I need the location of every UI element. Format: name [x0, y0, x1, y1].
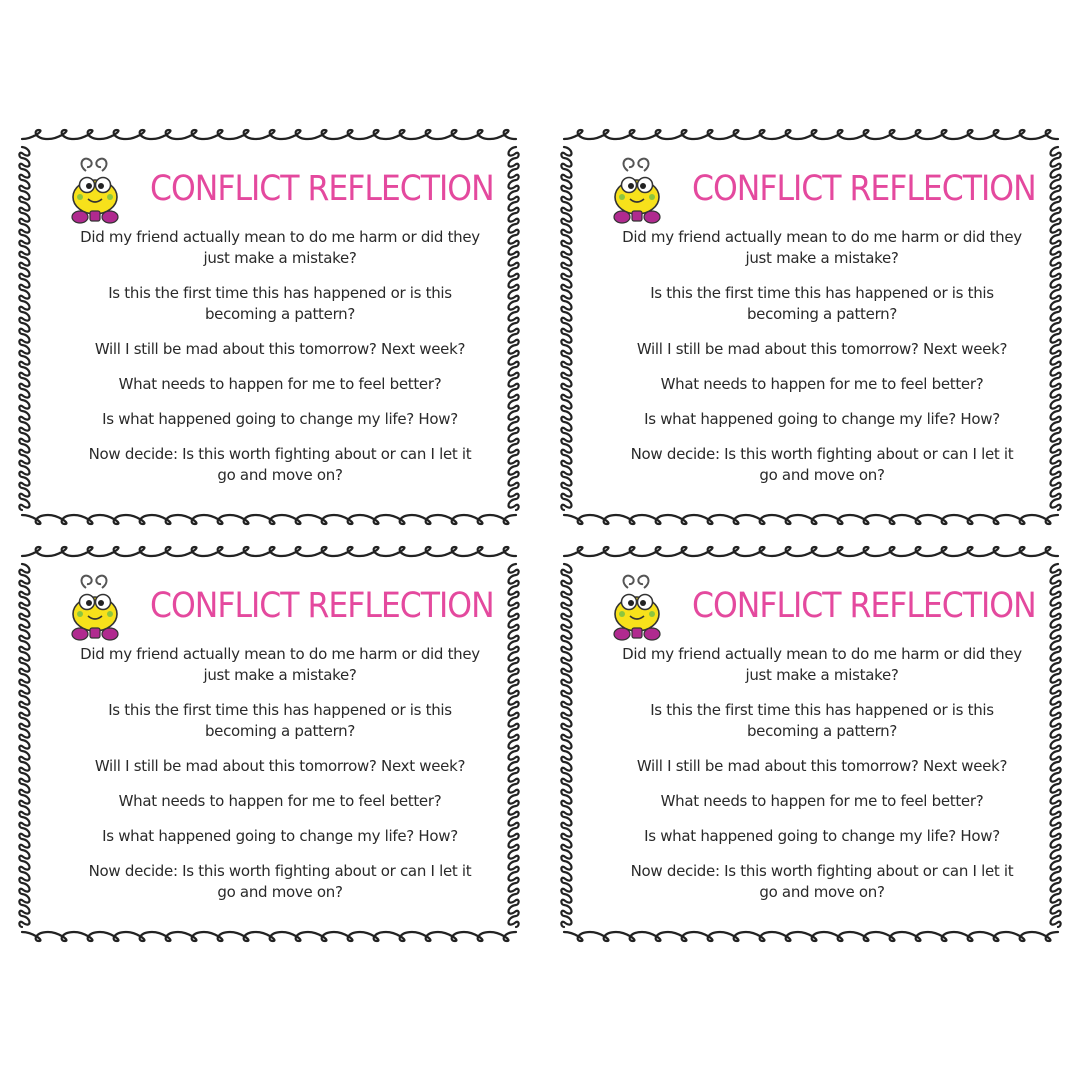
border-loops: [22, 515, 516, 524]
conflict-reflection-card: [10, 542, 530, 942]
question-line: just make a mistake?: [745, 666, 899, 684]
question-line: Is what happened going to change my life? How?: [644, 827, 1000, 845]
border-loops: [564, 932, 1058, 941]
reflection-question: [592, 756, 1052, 777]
question-line: What needs to happen for me to feel better?: [118, 792, 442, 810]
border-loops: [561, 564, 571, 927]
question-line: go and move on?: [217, 883, 343, 901]
question-line: Is this the first time this has happened or is this: [650, 284, 994, 302]
question-line: just make a mistake?: [203, 666, 357, 684]
border-loops: [1051, 147, 1061, 510]
question-line: What needs to happen for me to feel better?: [118, 375, 442, 393]
conflict-reflection-card: [10, 125, 530, 525]
question-line: go and move on?: [759, 883, 885, 901]
reflection-question: [50, 227, 510, 269]
reflection-question: [592, 409, 1052, 430]
card-title: CONFLICT REFLECTION: [692, 586, 1036, 626]
card-header: [50, 572, 510, 644]
question-line: Is what happened going to change my life? How?: [644, 410, 1000, 428]
reflection-question: [50, 409, 510, 430]
question-line: Will I still be mad about this tomorrow? Next week?: [636, 340, 1008, 358]
question-line: Did my friend actually mean to do me harm or did they: [622, 645, 1022, 663]
reflection-question: [50, 444, 510, 486]
question-line: go and move on?: [217, 466, 343, 484]
yellow-bug-icon: [66, 572, 124, 644]
reflection-question: [50, 339, 510, 360]
reflection-question: [592, 826, 1052, 847]
border-loops: [509, 147, 519, 510]
reflection-question: [50, 826, 510, 847]
border-loops: [564, 515, 1058, 524]
reflection-question: [592, 444, 1052, 486]
border-loops: [561, 147, 571, 510]
card-content: [592, 572, 1052, 927]
yellow-bug-icon: [608, 155, 666, 227]
border-loops: [19, 564, 29, 927]
yellow-bug-icon: [66, 155, 124, 227]
card-title: CONFLICT REFLECTION: [692, 169, 1036, 209]
reflection-question: [50, 283, 510, 325]
conflict-reflection-card: [552, 125, 1072, 525]
reflection-question: [592, 700, 1052, 742]
border-loops: [22, 932, 516, 941]
card-content: [592, 155, 1052, 510]
reflection-question: [50, 644, 510, 686]
question-line: Is this the first time this has happened or is this: [108, 701, 452, 719]
question-line: Will I still be mad about this tomorrow? Next week?: [636, 757, 1008, 775]
question-line: Is this the first time this has happened or is this: [108, 284, 452, 302]
question-line: Did my friend actually mean to do me harm or did they: [80, 228, 480, 246]
reflection-question: [592, 861, 1052, 903]
reflection-question: [50, 756, 510, 777]
card-header: [50, 155, 510, 227]
yellow-bug-icon: [608, 572, 666, 644]
border-loops: [19, 147, 29, 510]
question-line: Is this the first time this has happened or is this: [650, 701, 994, 719]
question-line: Is what happened going to change my life? How?: [102, 410, 458, 428]
reflection-question: [592, 791, 1052, 812]
question-line: What needs to happen for me to feel better?: [660, 375, 984, 393]
question-line: Did my friend actually mean to do me harm or did they: [80, 645, 480, 663]
conflict-reflection-card: [552, 542, 1072, 942]
card-header: [592, 155, 1052, 227]
question-line: just make a mistake?: [745, 249, 899, 267]
question-list: [50, 227, 510, 486]
question-line: What needs to happen for me to feel better?: [660, 792, 984, 810]
question-line: Did my friend actually mean to do me harm or did they: [622, 228, 1022, 246]
reflection-question: [592, 283, 1052, 325]
border-loops: [22, 547, 516, 556]
reflection-question: [592, 227, 1052, 269]
question-line: Now decide: Is this worth fighting about or can I let it: [88, 445, 472, 463]
card-title: CONFLICT REFLECTION: [150, 169, 494, 209]
reflection-question: [592, 644, 1052, 686]
question-list: [50, 644, 510, 903]
question-line: just make a mistake?: [203, 249, 357, 267]
card-content: [50, 572, 510, 927]
question-line: becoming a pattern?: [746, 722, 898, 740]
border-loops: [564, 547, 1058, 556]
reflection-question: [592, 339, 1052, 360]
card-header: [592, 572, 1052, 644]
question-line: Will I still be mad about this tomorrow? Next week?: [94, 757, 466, 775]
question-line: becoming a pattern?: [204, 722, 356, 740]
reflection-question: [50, 791, 510, 812]
border-loops: [22, 130, 516, 139]
card-content: [50, 155, 510, 510]
question-line: Will I still be mad about this tomorrow? Next week?: [94, 340, 466, 358]
card-title: CONFLICT REFLECTION: [150, 586, 494, 626]
question-line: Is what happened going to change my life? How?: [102, 827, 458, 845]
border-loops: [509, 564, 519, 927]
question-line: Now decide: Is this worth fighting about or can I let it: [630, 445, 1014, 463]
border-loops: [564, 130, 1058, 139]
question-list: [592, 644, 1052, 903]
question-line: becoming a pattern?: [746, 305, 898, 323]
reflection-question: [50, 861, 510, 903]
reflection-question: [592, 374, 1052, 395]
reflection-question: [50, 700, 510, 742]
border-loops: [1051, 564, 1061, 927]
question-line: becoming a pattern?: [204, 305, 356, 323]
question-line: go and move on?: [759, 466, 885, 484]
question-list: [592, 227, 1052, 486]
question-line: Now decide: Is this worth fighting about or can I let it: [88, 862, 472, 880]
question-line: Now decide: Is this worth fighting about or can I let it: [630, 862, 1014, 880]
reflection-question: [50, 374, 510, 395]
